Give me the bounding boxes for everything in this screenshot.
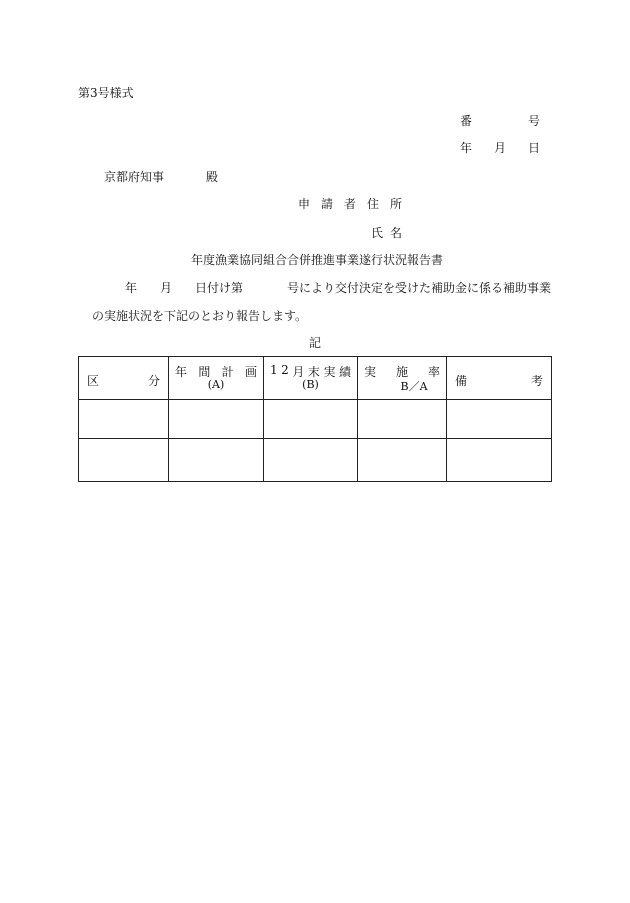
- applicant-address-char: 所: [389, 197, 402, 211]
- number-label-right: 号: [527, 114, 540, 128]
- table-cell[interactable]: [79, 400, 169, 439]
- applicant-address-char: 者: [343, 197, 356, 211]
- applicant-address-label: [298, 197, 402, 211]
- applicant-name-char: 名: [389, 226, 402, 240]
- applicant-address-char: 請: [320, 197, 333, 211]
- table-cell[interactable]: [169, 439, 264, 482]
- header-december-actual-sub: (B): [302, 378, 319, 391]
- section-mark: 記: [309, 336, 322, 350]
- header-char: 末: [307, 365, 320, 379]
- header-category: [79, 357, 169, 400]
- header-annual-plan: [169, 357, 264, 400]
- table-cell[interactable]: [169, 400, 264, 439]
- header-char: 率: [427, 365, 440, 379]
- header-char: 考: [530, 374, 543, 388]
- header-char: 実: [364, 365, 377, 379]
- applicant-name-char: 氏: [371, 226, 384, 240]
- date-day-label: 日: [527, 141, 540, 155]
- header-char: 1: [270, 363, 278, 377]
- document-number-line: [460, 114, 540, 128]
- header-char: 実: [323, 365, 336, 379]
- body-line2: の実施状況を下記のとおり報告します。: [92, 309, 308, 323]
- body-month-label: 月: [160, 281, 173, 295]
- header-char: 画: [244, 365, 257, 379]
- header-char: 年: [175, 365, 188, 379]
- header-char: 備: [455, 374, 468, 388]
- document-date-line: [460, 141, 540, 155]
- table-cell[interactable]: [358, 400, 447, 439]
- table-cell[interactable]: [79, 439, 169, 482]
- header-december-actual: [264, 357, 358, 400]
- header-char: 区: [87, 374, 100, 388]
- date-year-label: 年: [460, 141, 473, 155]
- applicant-address-char: 住: [366, 197, 379, 211]
- header-char: 分: [147, 374, 160, 388]
- addressee-name: 京都府知事: [104, 170, 165, 184]
- header-char: 績: [338, 365, 351, 379]
- header-char: 施: [395, 365, 408, 379]
- header-remarks: [447, 357, 552, 400]
- table-cell[interactable]: [358, 439, 447, 482]
- form-number: 第3号様式: [78, 86, 134, 100]
- table-cell[interactable]: [264, 439, 358, 482]
- applicant-name-label: [371, 226, 402, 240]
- applicant-address-char: 申: [298, 197, 311, 211]
- body-dated-label: 日付け第: [195, 281, 244, 295]
- table-cell[interactable]: [264, 400, 358, 439]
- header-char: 月: [292, 365, 305, 379]
- table-row: [79, 439, 552, 482]
- document-title: 年度漁業協同組合合併推進事業遂行状況報告書: [191, 253, 444, 267]
- report-table: [78, 356, 552, 482]
- number-label-left: 番: [460, 114, 473, 128]
- header-implementation-rate: [358, 357, 447, 400]
- body-line1-rest: 号により交付決定を受けた補助金に係る補助事業: [287, 281, 552, 295]
- header-char: 計: [221, 365, 234, 379]
- header-annual-plan-sub: (A): [207, 378, 225, 391]
- table-header-row: [79, 357, 552, 400]
- header-implementation-rate-sub: B／A: [400, 380, 428, 393]
- body-year-label: 年: [125, 281, 138, 295]
- table-row: [79, 400, 552, 439]
- addressee-honorific: 殿: [206, 170, 219, 184]
- table-cell[interactable]: [447, 400, 552, 439]
- header-char: 2: [281, 363, 289, 377]
- date-month-label: 月: [493, 141, 506, 155]
- table-cell[interactable]: [447, 439, 552, 482]
- header-char: 間: [198, 365, 211, 379]
